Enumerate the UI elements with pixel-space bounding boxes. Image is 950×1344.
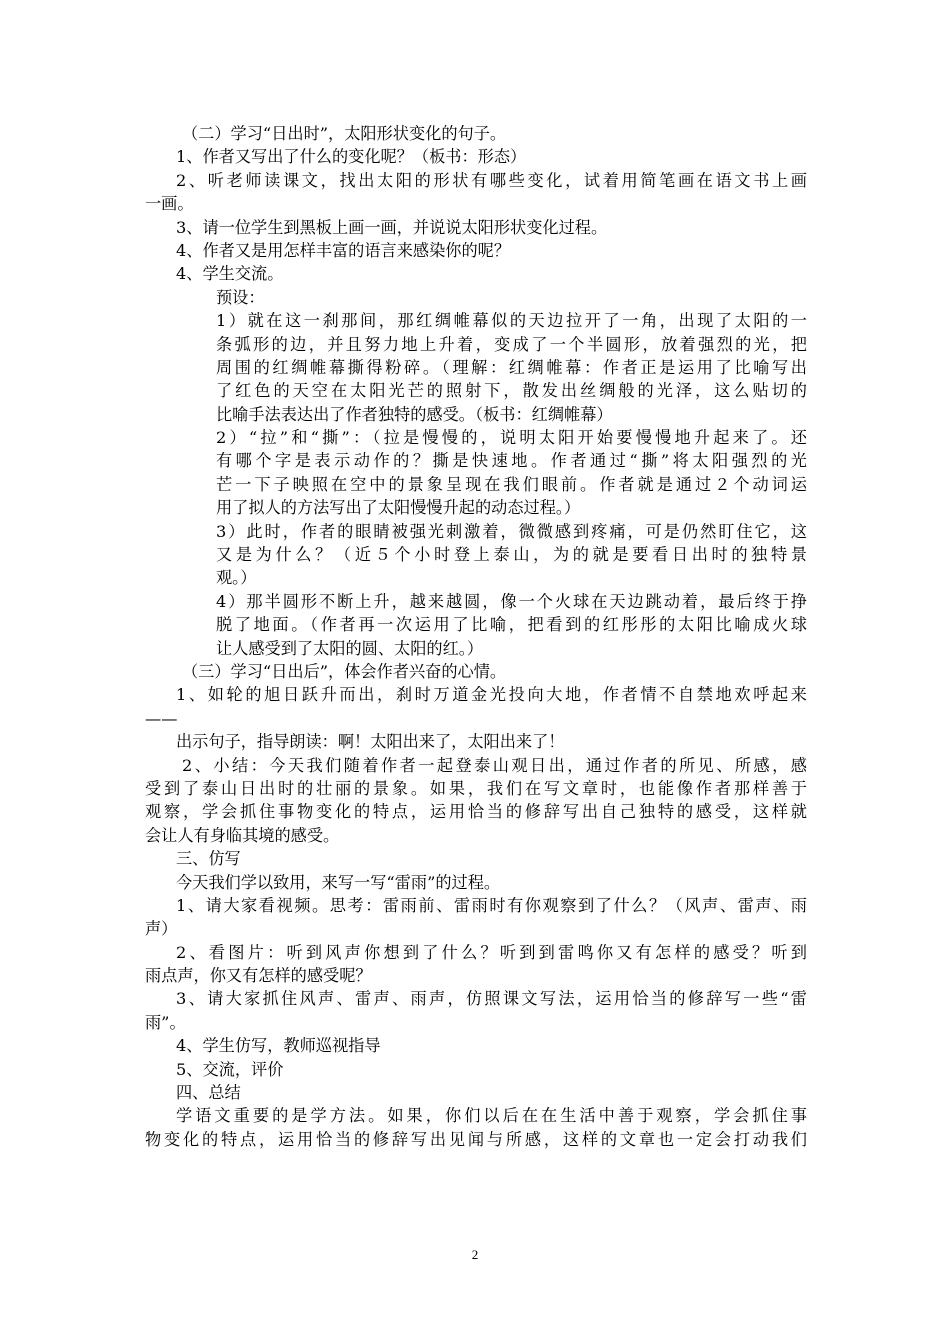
paragraph-line: 4、学生交流。	[176, 264, 284, 284]
paragraph-line: 雨点声，你又有怎样的感受呢？	[145, 966, 372, 986]
paragraph-line: 会让人有身临其境的感受。	[145, 825, 340, 845]
paragraph-line: 雨”。	[145, 1012, 186, 1032]
paragraph-line: 物变化的特点，运用恰当的修辞写出见闻与所感，这样的文章也一定会打动我们	[145, 1129, 807, 1149]
paragraph-line: 一画。	[145, 194, 194, 214]
section-heading: （二）学习“日出时”，太阳形状变化的句子。	[182, 124, 507, 143]
paragraph-line: 1、作者又写出了什么的变化呢？（板书：形态）	[176, 147, 527, 167]
paragraph-line: 3、请大家抓住风声、雷声、雨声，仿照课文写法，运用恰当的修辞写一些“雷	[176, 989, 807, 1009]
paragraph-line: 条弧形的边，并且努力地上升着，变成了一个半圆形，放着强烈的光，把	[216, 334, 807, 354]
paragraph-line: 声）	[145, 919, 178, 939]
paragraph-line: 预设：	[216, 287, 265, 307]
paragraph-line: 了红色的天空在太阳光芒的照射下，散发出丝绸般的光泽，这么贴切的	[216, 381, 807, 401]
paragraph-line: 脱了地面。（作者再一次运用了比喻，把看到的红彤彤的太阳比喻成火球	[216, 615, 807, 635]
paragraph-line: 2、小结：今天我们随着作者一起登泰山观日出，通过作者的所见、所感，感	[182, 755, 807, 775]
paragraph-line: 2）“拉”和“撕”：（拉是慢慢的，说明太阳开始要慢慢地升起来了。还	[216, 428, 807, 448]
paragraph-line: 4）那半圆形不断上升，越来越圆，像一个火球在天边跳动着，最后终于挣	[216, 591, 807, 611]
section-heading: 三、仿写	[176, 849, 241, 869]
paragraph-line: 3）此时，作者的眼睛被强光刺激着，微微感到疼痛，可是仍然盯住它，这	[216, 521, 807, 541]
paragraph-line: 用了拟人的方法写出了太阳慢慢升起的动态过程。）	[216, 498, 581, 518]
paragraph-line: 让人感受到了太阳的圆、太阳的红。）	[216, 638, 484, 658]
section-heading: 四、总结	[176, 1083, 241, 1103]
paragraph-line: 出示句子，指导朗读：啊！太阳出来了，太阳出来了！	[176, 732, 565, 752]
paragraph-line: 观察，学会抓住事物变化的特点，运用恰当的修辞写出自己独特的感受，这样就	[145, 802, 807, 822]
section-heading: （三）学习“日出后”，体会作者兴奋的心情。	[182, 661, 507, 681]
paragraph-line: 1、请大家看视频。思考：雷雨前、雷雨时有你观察到了什么？（风声、雷声、雨	[176, 895, 807, 915]
paragraph-line: ——	[145, 708, 178, 728]
paragraph-line: 周围的红绸帷幕撕得粉碎。（理解：红绸帷幕：作者正是运用了比喻写出	[216, 357, 807, 377]
paragraph-line: 有哪个字是表示动作的？撕是快速地。作者通过“撕”将太阳强烈的光	[216, 451, 807, 471]
paragraph-line: 4、学生仿写，教师巡视指导	[176, 1036, 381, 1056]
paragraph-line: 3、请一位学生到黑板上画一画，并说说太阳形状变化过程。	[176, 217, 608, 237]
paragraph-line: 2、看图片：听到风声你想到了什么？听到到雷鸣你又有怎样的感受？听到	[176, 942, 807, 962]
paragraph-line: 1）就在这一刹那间，那红绸帷幕似的天边拉开了一角，出现了太阳的一	[216, 311, 807, 331]
paragraph-line: 4、作者又是用怎样丰富的语言来感染你的呢？	[176, 240, 511, 260]
paragraph-line: 芒一下子映照在空中的景象呈现在我们眼前。作者就是通过２个动词运	[216, 474, 807, 494]
document-body	[145, 122, 807, 1151]
paragraph-line: 今天我们学以致用，来写一写“雷雨”的过程。	[176, 872, 501, 892]
paragraph-line: 学语文重要的是学方法。如果，你们以后在在生活中善于观察，学会抓住事	[176, 1106, 807, 1126]
paragraph-line: 受到了泰山日出时的壮丽的景象。如果，我们在写文章时，也能像作者那样善于	[145, 778, 807, 798]
paragraph-line: 1、如轮的旭日跃升而出，刹时万道金光投向大地，作者情不自禁地欢呼起来	[176, 685, 807, 705]
paragraph-line: 又是为什么？（近５个小时登上泰山，为的就是要看日出时的独特景	[216, 545, 807, 565]
page-number: 2	[471, 1247, 479, 1262]
paragraph-line: 观。）	[216, 568, 257, 588]
paragraph-line: 比喻手法表达出了作者独特的感受。（板书：红绸帷幕）	[216, 404, 613, 424]
paragraph-line: 2、听老师读课文，找出太阳的形状有哪些变化，试着用简笔画在语文书上画	[176, 170, 807, 190]
paragraph-line: 5、交流，评价	[176, 1059, 284, 1079]
